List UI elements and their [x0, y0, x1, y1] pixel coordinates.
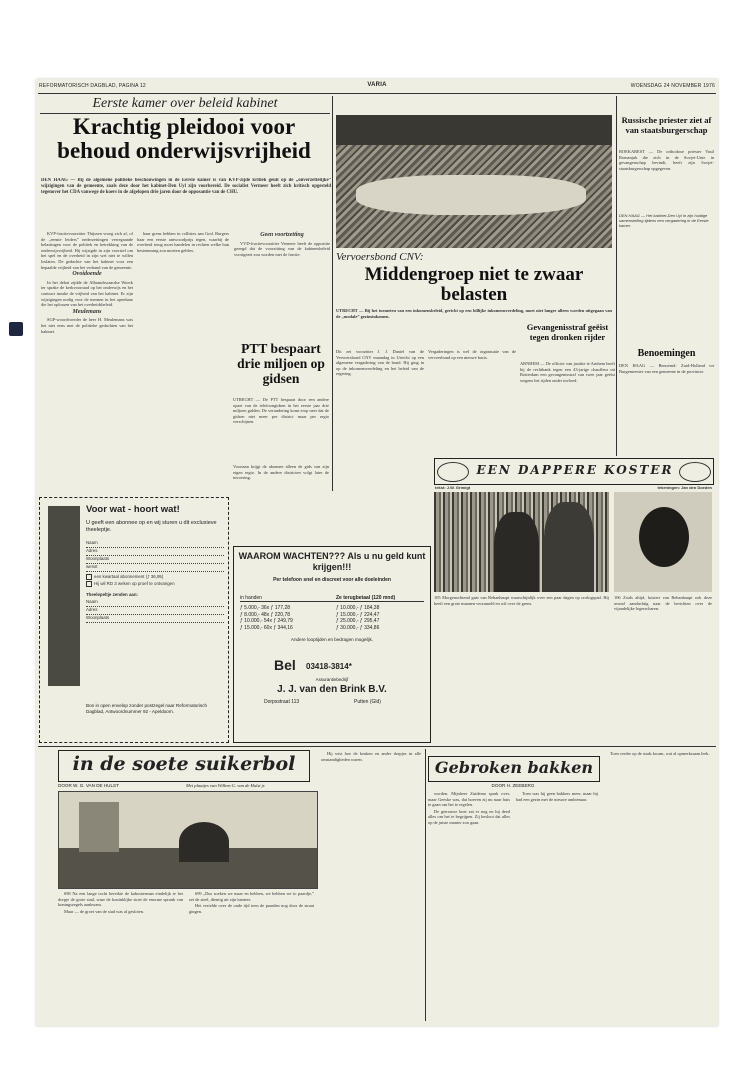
- sukkerbol-col2: [189, 891, 314, 1021]
- loan-agency: J. J. van den Brink B.V.: [277, 684, 387, 695]
- sukkerbol-banner: [58, 750, 310, 782]
- loan-cell: ƒ 15.000,- ƒ 224,47: [336, 611, 380, 618]
- checkbox-icon[interactable]: [86, 574, 92, 580]
- sukkerbol-col3: [321, 751, 421, 1021]
- sukkerbol-col1: [58, 891, 183, 1021]
- gebroken-text-3: Toen was hij geen bakkers meer, maar hij had een gezin met de nieuwe ambtenaar.: [516, 791, 598, 802]
- gebroken-title: Gebroken bakken: [434, 758, 594, 777]
- coupon-form: [86, 540, 224, 623]
- comic-ornament-left: [437, 462, 469, 482]
- russische-body: BOEKAREST — De orthodoxe priester Vasil Romanjuk die zich in de Sovjet-Unie in gevangenschap bevindt, heeft zijn Sovjet-staatsburgerschap opgegeven.: [619, 149, 714, 171]
- field-adres-2[interactable]: Adres: [86, 607, 224, 615]
- loan-col-right: Ze terugbetaal (120 mnd): [336, 595, 396, 601]
- loan-col-left: in handen: [240, 595, 262, 601]
- gebroken-col3: [604, 751, 712, 1021]
- gebroken-author: DOOR H. ZEEBERG: [491, 783, 535, 788]
- loan-cell: ƒ 15.000,- 60x ƒ 344,16: [240, 624, 293, 631]
- loan-cell: ƒ 30.000,- ƒ 334,86: [336, 624, 380, 631]
- loan-bel: Bel: [274, 657, 296, 673]
- field-naam[interactable]: Naam: [86, 540, 224, 548]
- gebroken-text-1: worden. Mijnheer Zuidema sprak over, maar Geeske was, dat hoeven zij nu naar huis te gaan om het te regelen.: [428, 791, 510, 808]
- field-woonplaats[interactable]: Woonplaats: [86, 556, 224, 564]
- option-proef-label: Hij wil RD 3 weken op proef te ontvangen: [94, 581, 175, 587]
- column-rule: [616, 96, 617, 456]
- coupon-title: Voor wat - hoort wat!: [86, 504, 180, 515]
- comic-credit-left: tekst: J.W. Grimigt: [435, 485, 471, 490]
- middengroep-col2: Vergaderingen is wel de organisatie van de vervoerbond op een nieuwe basis.: [428, 349, 516, 360]
- comic-title: EEN DAPPERE KOSTER: [476, 463, 674, 477]
- option-proef[interactable]: [86, 581, 224, 588]
- comic-figure-3: [639, 507, 689, 567]
- section-rule: [38, 746, 716, 747]
- coupon-footer: Bon in open envelop zonder postzegel naar Reformatorisch Dagblad, Antwoordnummer 92 - Apeldoorn.: [86, 703, 208, 714]
- comic-text-105: 105 Morgenochtend gaat van Rebanhaupt waarschijnlijk over een paar dagen op oorlogspad. Hij heeft een grote mannen verzameld en wil over de grens.: [434, 595, 609, 606]
- spoon-illustration: [48, 506, 80, 686]
- sukkerbol-text-5: Hij wist hoe de keuken en ander dorpjes in alle omstandigheden waren.: [321, 751, 421, 762]
- gift-label: Theelepeltje zenden aan:: [86, 592, 138, 597]
- comic-credit-right: tekeningen: Jan den Doeden: [657, 485, 712, 490]
- illustration-horse: [179, 822, 229, 862]
- photo-wall: [336, 115, 612, 145]
- photo-caption: DEN HAAG — Het kabinet-Den Uyl in zijn huidige samenstelling tijdens een vergadering in de Eerste kamer.: [619, 213, 709, 228]
- header-section: VARIA: [367, 82, 387, 88]
- field-naam-2[interactable]: Naam: [86, 599, 224, 607]
- loan-note: Andere looptijden en bedragen mogelijk.: [290, 637, 374, 642]
- field-adres[interactable]: Adres: [86, 548, 224, 556]
- loan-table-header: [240, 595, 424, 602]
- comic-ornament-right: [679, 462, 711, 482]
- header-left: REFORMATORISCH DAGBLAD, PAGINA 12: [39, 83, 146, 89]
- ptt-body: UTRECHT — De PTT bespaart door een andere opzet van de telefoongidsen in het eerste jaar drie miljoen gulden. De verandering komt erop neer dat de gidsen niet meer per district maar per regio verschijnen.: [233, 397, 329, 425]
- loan-address: Dorpsstraat 113: [264, 699, 300, 705]
- comic-figure-2: [544, 502, 594, 592]
- kabinet-subhead-voortzetting: Geen voortzetting: [260, 232, 304, 238]
- kabinet-col1b-text: In het debat zijdde de Albrandswaardse Woerk ter sprake de kerkvoorraad op het onderwijs en het contract inzake de vrijheid van het kabinet. Er zijn wijzigingen nodig voor de mensen in het openbaar die het oplossen van het overheidsbeleid.: [41, 279, 133, 308]
- kabinet-lead: DEN HAAG — Bij de algemene politieke beschouwingen in de Eerste kamer is van KVP-zijde kritiek geuit op de „onverzettelijke” wijzigingen van de gemeente, zoals deze door het kabinet-Den Uyl zijn voorbereid. De socialist Vermeer heeft zich kritisch opgesteld tegenover het CDA vanwege de koers in de afgelopen drie jaren door de opposantie van de CHU.: [41, 178, 331, 195]
- column-rule: [425, 749, 426, 1021]
- kabinet-col2: [137, 231, 229, 491]
- column-rule: [332, 96, 333, 491]
- middengroep-kicker: Vervoersbond CNV:: [336, 251, 424, 263]
- sukkerbol-title: in de soete suikerbol: [72, 753, 296, 775]
- coupon-intro: U geeft een abonnee op en wij sturen u dit exclusieve theeleptje.: [86, 520, 217, 533]
- loan-cell: ƒ 10.000,- 54x ƒ 249,79: [240, 618, 293, 624]
- loan-table: [240, 605, 424, 631]
- gebroken-text-4: Toen verder op de stads kwam, wat al opmerkzaam leek.: [610, 751, 710, 756]
- loan-cell: ƒ 25.000,- ƒ 295,47: [336, 618, 380, 624]
- field-wenst[interactable]: wenst: [86, 564, 224, 572]
- gebroken-col2: [516, 791, 598, 1021]
- photo-table: [356, 175, 586, 215]
- kabinet-col2-text: haar grens hebben in collisies aan God. Burgers haar een eerste antwoordprijs tegen, waarbij de overheid terug moet handelen in rechten welke hun bestemming zou moeten gelden.: [137, 231, 229, 253]
- gebroken-col1: [428, 791, 510, 1021]
- kabinet-kicker: Eerste kamer over beleid kabinet: [40, 96, 330, 114]
- loan-subtitle: Per telefoon snel en discreet voor alle doeleinden: [273, 577, 391, 583]
- option-kwartaal[interactable]: [86, 574, 224, 581]
- comic-figure-1: [494, 512, 539, 592]
- comic-title-banner: [434, 458, 714, 485]
- sukkerbol-text-3: 699 „Dus soeken we maar en hebben, we hebben we to paardje,” zei de steel, dientig uit zijn hanteer.: [189, 891, 314, 902]
- gevangenis-headline: Gevangenisstraf geëist tegen dronken rijder: [526, 322, 609, 342]
- sukkerbol-illustration: [58, 791, 318, 889]
- field-woonplaats-2[interactable]: Woonplaats: [86, 615, 224, 623]
- subscription-coupon: [39, 497, 229, 743]
- loan-cell: ƒ 8.000,- 48x ƒ 220,78: [240, 611, 291, 618]
- ptt-body2: Voortaan krijgt de abonnee alleen de gids van zijn eigen regio. In de andere districten volgt later de invoering.: [233, 464, 329, 481]
- benoemingen-headline: Benoemingen: [637, 348, 696, 359]
- kabinet-col1: [41, 231, 133, 491]
- loan-advertisement: [233, 546, 431, 743]
- ptt-headline: PTT bespaart drie miljoen op gidsen: [237, 341, 325, 386]
- sukkerbol-illustrator: Met plaatjes van Willem G. van de Hulst jr.: [186, 783, 266, 788]
- kabinet-col1-text: KVP-fractievoorzitter Thijssen vroeg zich af, of de „eenste leiders” nederzettingen verregaande belastingen voor de politiek en betrekking van de onderwijsvrijheid. Hij wijzigde in zijn voorstel om het spel en de overheid in zijn wet niet te willen loslaten. De gedachte van het kabinet voor een bepaalde vrijheid van het verband van de gemeente.: [41, 231, 133, 270]
- newspaper-page: [36, 79, 718, 1026]
- gebroken-text-2: De getrouwe boer zat er nog en hij deed alles om het te begrijpen. Zij besloot dat alles op de juiste manier zou gaan.: [428, 808, 510, 825]
- loan-cell: ƒ 10.000,- ƒ 184,38: [336, 605, 380, 611]
- sukkerbol-text-1: 698 Na een lange tocht bereikte de kabouterman eindelijk te het dorpje de grote stad, waar de koninklijke stoet de enorme sprank van koningszegels aankwam.: [58, 891, 183, 908]
- kabinet-subhead-ovoidoende: Ovoidoende: [72, 271, 102, 278]
- loan-phone[interactable]: 03418-3814*: [306, 662, 352, 671]
- middengroep-col1: Dit zei voorzitter J. J. Daniel van de Vervoersbond CNV maandag in Utrecht op een algemene vergadering van de bond. Hij ging in op de inkomensverdeling en het beleid van de regering.: [336, 349, 424, 377]
- benoemingen-body: DEN HAAG — Benoemd: Zuid-Holland tot Burgemeester van een gemeente in de provincie.: [619, 363, 714, 374]
- sukkerbol-author: DOOR W. G. VAN DE HULST: [58, 783, 119, 788]
- loan-title: WAAROM WACHTEN??? Als u nu geld kunt krijgen!!!: [238, 551, 426, 572]
- kabinet-col1c-text: SGP-woordvoerder de heer H. Meulemans was het niet eens met de politieke gedachten van het kabinet.: [41, 317, 133, 334]
- header-date: WOENSDAG 24 NOVEMBER 1976: [630, 83, 715, 89]
- checkbox-icon[interactable]: [86, 581, 92, 587]
- comic-text-106: 106 Zoals altijd, luistert van Rebanhaupt ook deze avond aandachtig naar de berichten over de vijandelijke legerscharen.: [614, 595, 712, 612]
- gebroken-banner: [428, 756, 600, 782]
- loan-cell: ƒ 5.000,- 36x ƒ 177,28: [240, 605, 291, 611]
- loan-city: Putten (Gld): [354, 699, 381, 705]
- sukkerbol-text-2: Maar — de groet van de stad was al gesloten.: [64, 908, 144, 914]
- header-rule: [38, 93, 716, 94]
- kabinet-col2b-text: VVD-fractievoorzitter Vermeer heeft de oppositie gezegd dat de voorzitting van de kabinetsbeleid voortgezet zou worden met de fractie.: [234, 240, 330, 257]
- middengroep-headline: Middengroep niet te zwaar belasten: [364, 264, 584, 305]
- kabinet-subhead-meulemans: Meulemans: [72, 308, 102, 315]
- kabinet-headline: Krachtig pleidooi voor behoud onderwijsvrijheid: [57, 114, 311, 164]
- russische-headline: Russische priester ziet af van staatsburgerschap: [621, 115, 712, 135]
- option-kwartaal-label: een kwartaal abonnement (ƒ 36,95): [94, 574, 164, 580]
- comic-panel-105: [434, 492, 609, 592]
- page-marker: [9, 322, 23, 336]
- page-header: [36, 81, 718, 93]
- middengroep-lead: UTRECHT — Bij het toemeten van een inkomensbeleid, gericht op een billijke inkomensverdeling, moet niet langer alleen worden uitgegaan van de „modale” gezinsinkomen.: [336, 308, 612, 319]
- loan-row: [240, 625, 424, 632]
- illustration-tower: [79, 802, 119, 852]
- gevangenis-body: ARNHEM — De officier van justitie te Arnhem heeft bij de rechtbank tegen een 43-jarige chauffeur uit Rotterdam een gevangenisstraf van twee jaar geëist wegens het rijden onder invloed.: [520, 361, 615, 383]
- cabinet-photo: [336, 115, 612, 248]
- loan-tag: Assurantiebedrijf: [315, 677, 349, 682]
- comic-panel-106: [614, 492, 712, 592]
- sukkerbol-text-4: Het vertelde over de oude tijd toen de paarden nog door de straat gingen.: [189, 903, 314, 914]
